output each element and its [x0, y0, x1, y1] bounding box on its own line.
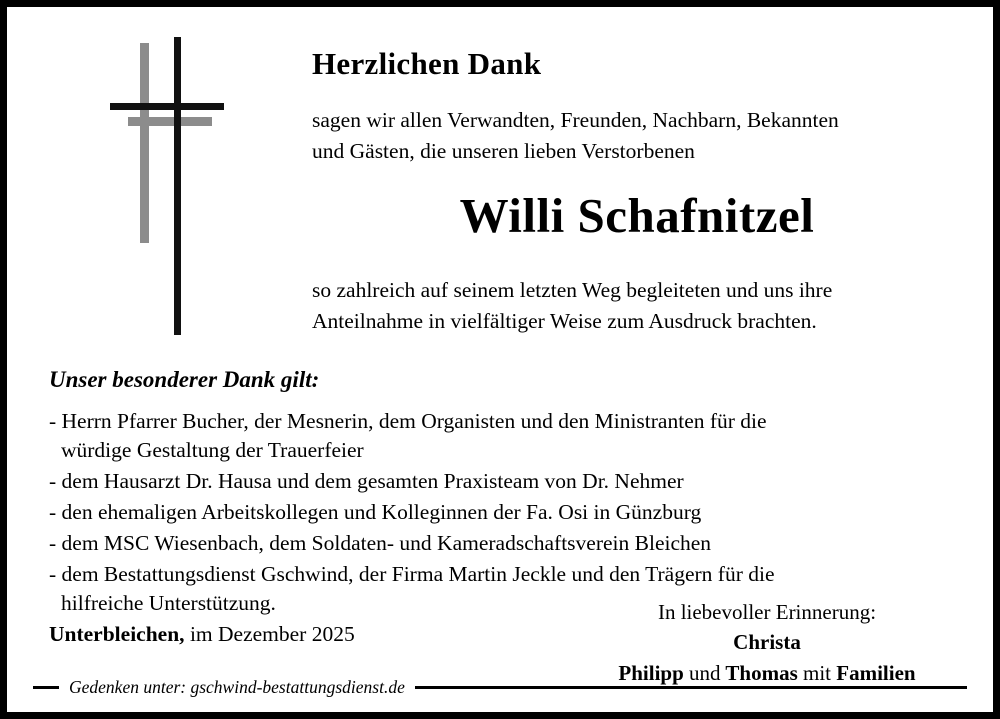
family-member-3: Thomas — [725, 660, 798, 685]
memory-intro: In liebevoller Erinnerung: — [657, 600, 877, 624]
footer-rule-right — [415, 686, 967, 689]
place-and-date — [49, 622, 355, 647]
list-item — [49, 498, 964, 527]
special-thanks-list — [49, 407, 964, 618]
list-item-text: - dem Hausarzt Dr. Hausa und dem gesamten Praxisteam von Dr. Nehmer — [49, 469, 684, 494]
lead-line-1: sagen wir allen Verwandten, Freunden, Nachbarn, Bekannten — [312, 108, 839, 133]
special-thanks-section — [49, 367, 964, 620]
conjunction-und: und — [689, 660, 721, 685]
special-thanks-title: Unser besonderer Dank gilt: — [49, 367, 320, 392]
cross-vertical-black — [174, 37, 181, 335]
notice-inner — [7, 7, 993, 712]
after-line-2: Anteilnahme in vielfältiger Weise zum Ausdruck brachten. — [312, 308, 817, 333]
family-members-families: Familien — [836, 660, 916, 685]
list-item-text: - Herrn Pfarrer Bucher, der Mesnerin, dem Organisten und den Ministranten für die — [49, 409, 767, 433]
thanks-title: Herzlichen Dank — [312, 46, 542, 81]
footer-rule-left — [33, 686, 59, 689]
after-line-1: so zahlreich auf seinem letzten Weg begleiteten und uns ihre — [312, 278, 833, 302]
lead-paragraph — [312, 105, 962, 166]
family-signature — [567, 597, 967, 688]
notice-date: im Dezember 2025 — [189, 622, 355, 646]
list-item-continuation: hilfreiche Unterstützung. — [61, 591, 276, 616]
after-name-paragraph — [312, 275, 962, 336]
deceased-name: Willi Schafnitzel — [459, 188, 815, 243]
footer-note: Gedenken unter: gschwind-bestattungsdienst.de — [69, 676, 405, 697]
family-member-2: Philipp — [618, 660, 684, 685]
cross-horizontal-gray — [128, 117, 212, 126]
list-item — [49, 529, 964, 558]
place-name: Unterbleichen, — [49, 622, 185, 646]
lead-line-2: und Gästen, die unseren lieben Verstorbenen — [312, 138, 695, 163]
list-item-text: - dem MSC Wiesenbach, dem Soldaten- und Kameradschaftsverein Bleichen — [49, 531, 712, 556]
thanks-block — [312, 47, 962, 166]
list-item — [49, 467, 964, 496]
footer-bar — [33, 676, 967, 698]
list-item-text: - dem Bestattungsdienst Gschwind, der Firma Martin Jeckle und den Trägern für die — [49, 562, 775, 587]
list-item — [49, 407, 964, 465]
cross-vertical-gray — [140, 43, 149, 243]
preposition-mit: mit — [803, 660, 832, 685]
family-member-1: Christa — [733, 630, 801, 655]
cross-icon — [102, 37, 232, 347]
cross-horizontal-black — [110, 103, 224, 110]
list-item-text: - den ehemaligen Arbeitskollegen und Kolleginnen der Fa. Osi in Günzburg — [49, 500, 702, 525]
list-item-continuation: würdige Gestaltung der Trauerfeier — [61, 438, 364, 463]
